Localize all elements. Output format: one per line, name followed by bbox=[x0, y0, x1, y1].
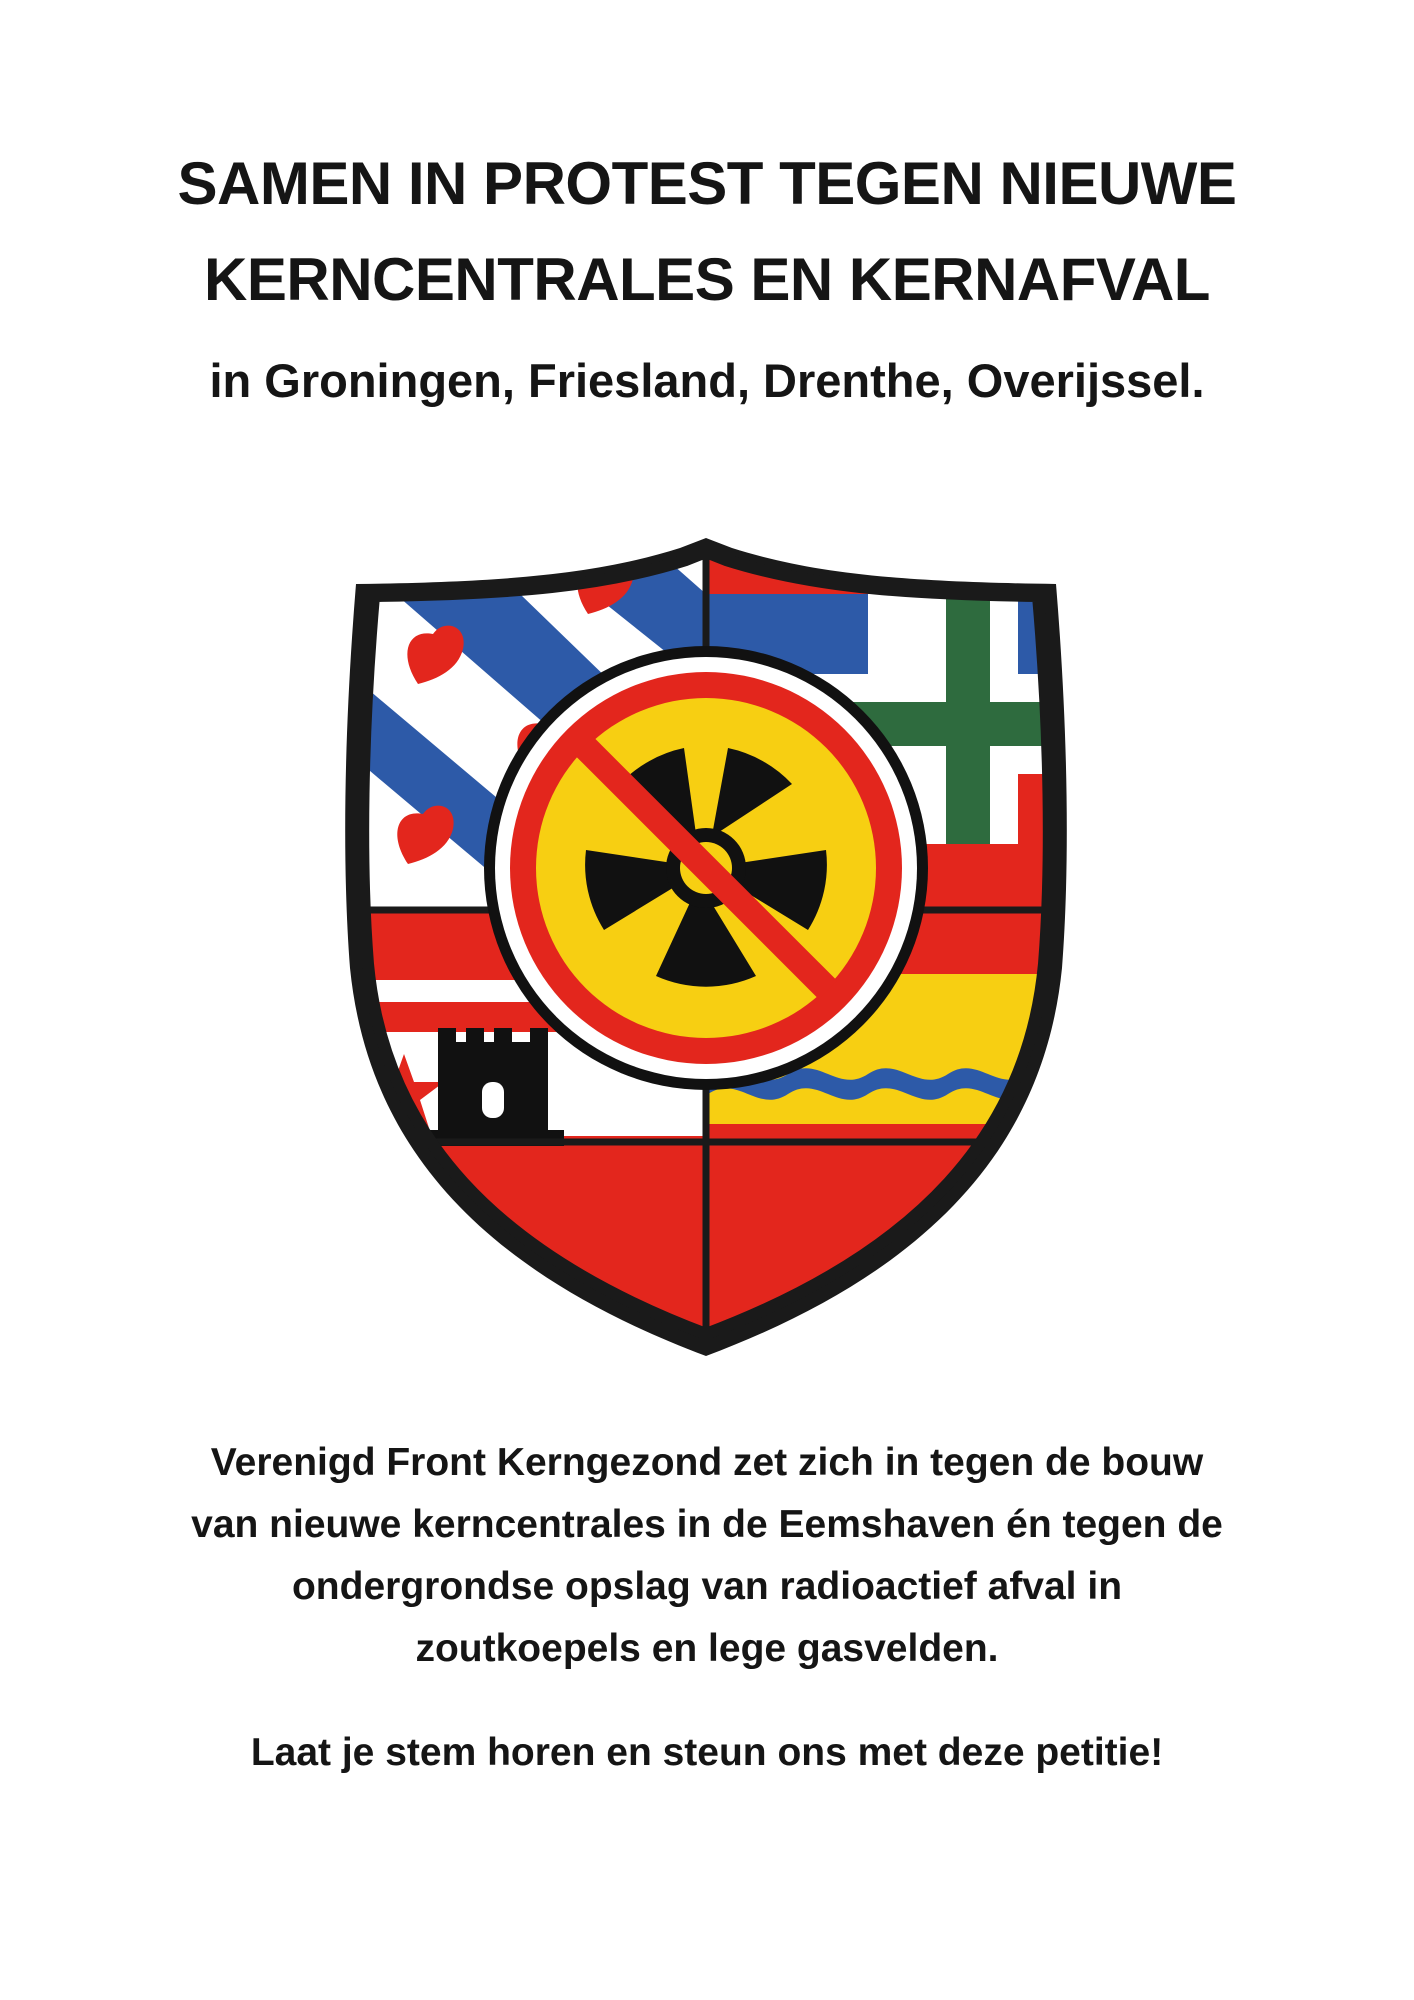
body-line-4: zoutkoepels en lege gasvelden. bbox=[415, 1627, 999, 1670]
page-title bbox=[80, 136, 1334, 328]
title-line-1: SAMEN IN PROTEST TEGEN NIEUWE bbox=[177, 150, 1237, 217]
call-to-action: Laat je stem horen en steun ons met deze petitie! bbox=[250, 1731, 1164, 1774]
body-paragraph bbox=[120, 1432, 1294, 1680]
province-shield-no-nuclear-icon bbox=[338, 534, 1074, 1356]
body-line-2: van nieuwe kerncentrales in de Eemshaven én tegen de bbox=[191, 1503, 1223, 1546]
title-line-2: KERNCENTRALES EN KERNAFVAL bbox=[204, 246, 1210, 313]
body-line-3: ondergrondse opslag van radioactief afval in bbox=[291, 1565, 1123, 1608]
no-nuclear-icon bbox=[484, 646, 928, 1090]
page-subtitle: in Groningen, Friesland, Drenthe, Overijssel. bbox=[209, 354, 1205, 407]
body-line-1: Verenigd Front Kerngezond zet zich in tegen de bouw bbox=[210, 1441, 1204, 1484]
